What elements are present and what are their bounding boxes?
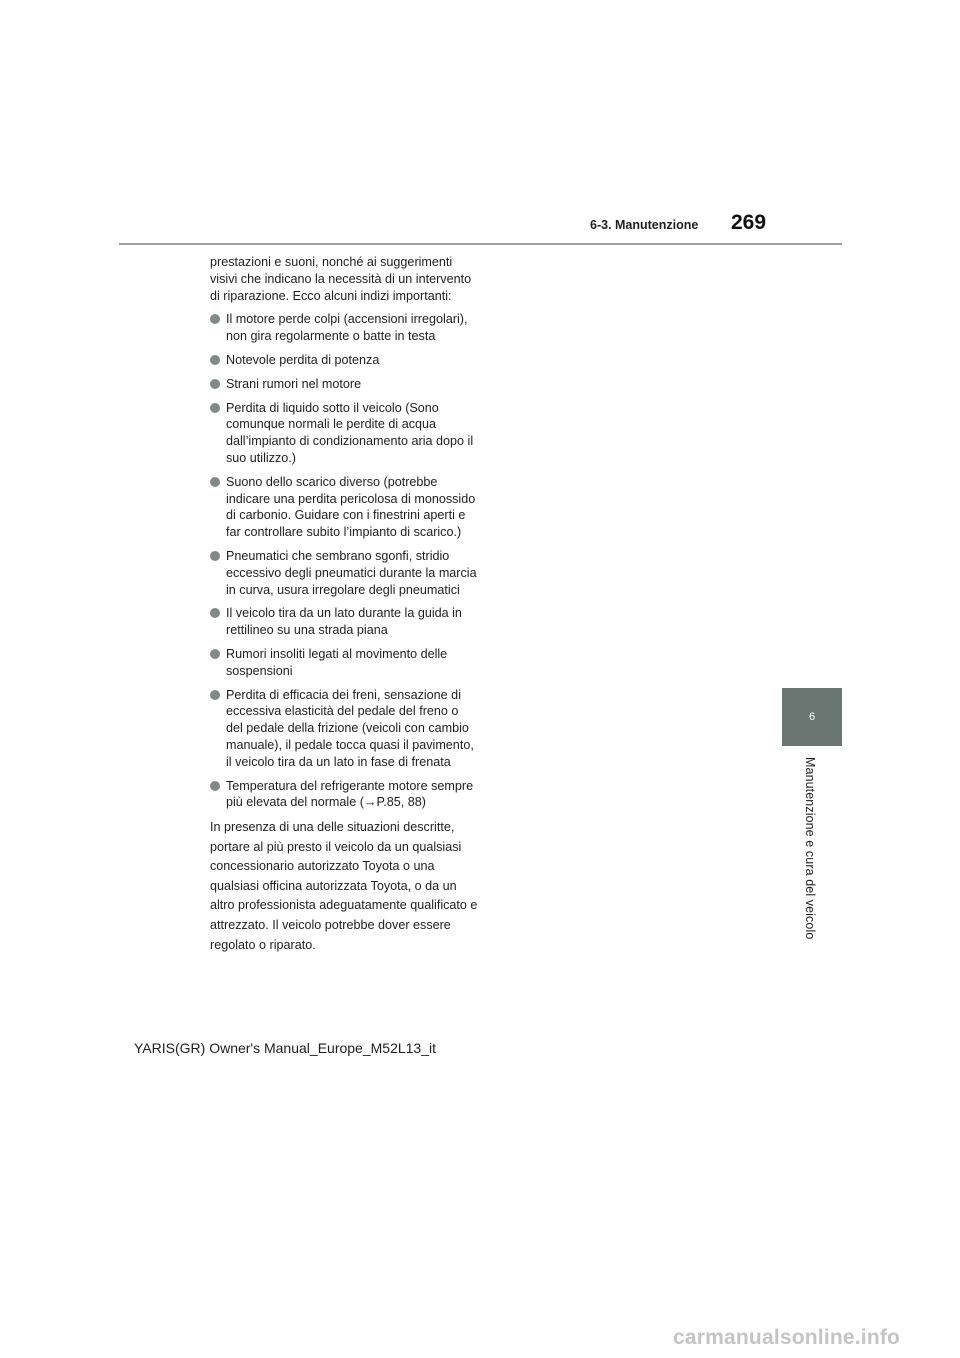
list-item-text: Perdita di liquido sotto il veicolo (Sono comunque normali le perdite di acqua dall’impianto di condizionamento aria dopo il suo utilizzo.): [226, 400, 474, 465]
list-item: [210, 400, 478, 467]
list-item-text: Strani rumori nel motore: [226, 376, 362, 391]
bullet-icon: [210, 379, 220, 389]
bullet-icon: [210, 690, 220, 700]
bullet-icon: [210, 355, 220, 365]
section-title: 6-3. Manutenzione: [590, 218, 699, 232]
bullet-icon: [210, 314, 220, 324]
list-item-text: Notevole perdita di potenza: [226, 352, 380, 367]
manual-name: YARIS(GR) Owner's Manual_Europe_M52L13_it: [134, 1040, 436, 1056]
page-number: 269: [731, 211, 767, 234]
watermark: carmanualsonline.info: [673, 1326, 901, 1349]
bullet-icon: [210, 649, 220, 659]
list-item-text: Suono dello scarico diverso (potrebbe indicare una perdita pericolosa di monossido di carbonio. Guidare con i finestrini aperti e far controllare subito l’impianto di scarico.): [226, 474, 476, 540]
intro-paragraph: prestazioni e suoni, nonché ai suggerimenti visivi che indicano la necessità di un intervento di riparazione. Ecco alcuni indizi importanti:: [210, 255, 472, 303]
list-item-text: Temperatura del refrigerante motore sempre più elevata del normale (→P.85, 88): [226, 778, 474, 810]
bullet-icon: [210, 551, 220, 561]
bullet-icon: [210, 477, 220, 487]
list-item-text: Il motore perde colpi (accensioni irregolari), non gira regolarmente o batte in testa: [226, 312, 468, 344]
list-item: [210, 311, 478, 345]
bullet-icon: [210, 403, 220, 413]
list-item: [210, 646, 478, 680]
list-item: [210, 352, 478, 369]
main-content: [210, 254, 478, 955]
header-divider: [119, 243, 842, 245]
list-item: [210, 548, 478, 598]
bullet-icon: [210, 608, 220, 618]
list-item: [210, 605, 478, 639]
list-item-text: Il veicolo tira da un lato durante la guida in rettilineo su una strada piana: [226, 606, 462, 638]
chapter-tab: [782, 688, 842, 746]
list-item-text: Perdita di efficacia dei freni, sensazione di eccessiva elasticità del pedale del freno o del pedale della frizione (veicoli con cambio manuale), il pedale tocca quasi il pavimento, il veicolo tira da un lato in fase di frenata: [226, 687, 474, 769]
footer: [0, 1040, 960, 1056]
closing-paragraph: In presenza di una delle situazioni descritte, portare al più presto il veicolo da un qualsiasi concessionario autorizzato Toyota o una qualsiasi officina autorizzata Toyota, o da un altro professionista adeguatamente qualificato e attrezzato. Il veicolo potrebbe dover essere regolato o riparato.: [210, 820, 478, 952]
list-item-text: Pneumatici che sembrano sgonfi, stridio eccessivo degli pneumatici durante la marcia in curva, usura irregolare degli pneumatici: [226, 548, 477, 597]
bullet-icon: [210, 781, 220, 791]
list-item: [210, 778, 478, 812]
list-item: [210, 474, 478, 541]
symptom-list: [210, 311, 478, 811]
list-item-text: Rumori insoliti legati al movimento delle sospensioni: [226, 646, 448, 678]
chapter-number: 6: [808, 711, 816, 723]
chapter-title: Manutenzione e cura del veicolo: [803, 757, 817, 940]
list-item: [210, 687, 478, 771]
list-item: [210, 376, 478, 393]
